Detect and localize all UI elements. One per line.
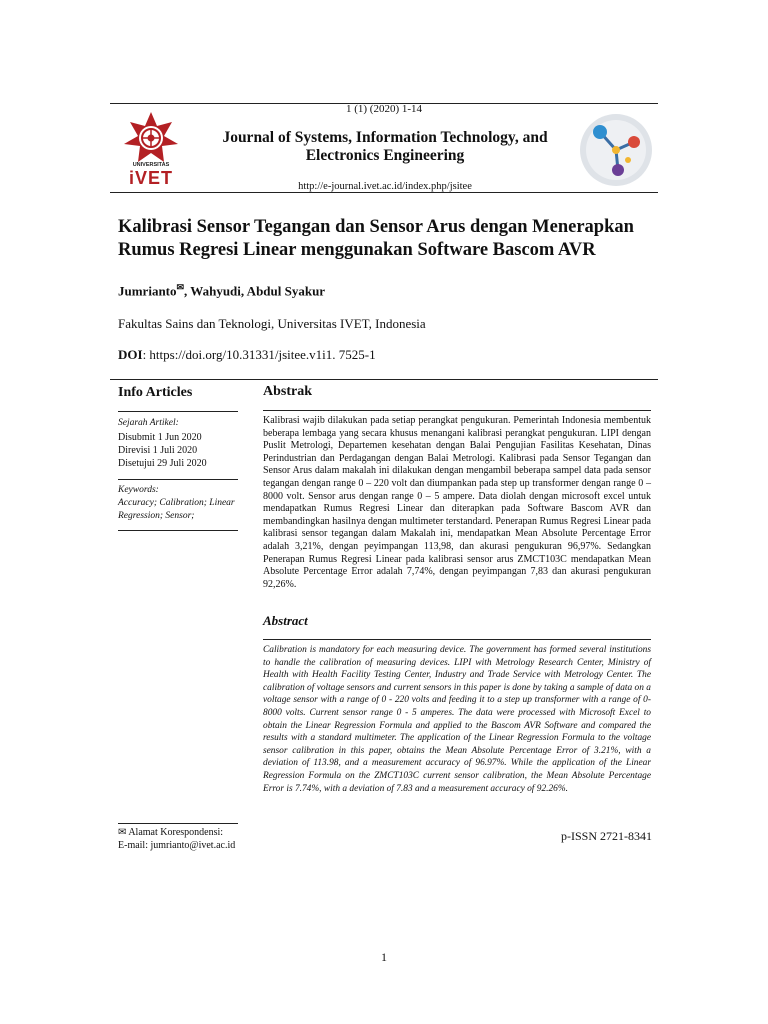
journal-title: Journal of Systems, Information Technology, and Electronics Engineering — [222, 129, 548, 164]
info-rule-3 — [118, 530, 238, 531]
section-rule — [110, 379, 658, 380]
paper-title: Kalibrasi Sensor Tegangan dan Sensor Arus dengan Menerapkan Rumus Regresi Linear menggunakan Software Bascom AVR — [118, 217, 634, 260]
keywords-list: Accuracy; Calibration; Linear Regression; Sensor; — [118, 498, 235, 521]
abstract-text: Calibration is mandatory for each measuring device. The government has formed several institutions to handle the calibration of measuring devices. LIPI with Metrology Research Center, Ministry of Health with Health Facility Testing Center, Industry and Trade Service with Metrology Center. The calibration of voltage sensors and current sensors in this paper is done by taking a sample of data on a voltage sensor with a range of 0 - 220 volts and feeding it to a step up transformer with a range of 0-8000 volts. Current sensor range 0 - 5 amperes. The data were processed with Microsoft Excel to obtain the Linear Regression Formula and applied to the Bascom AVR Software and compared the results with a standard multimeter. The application of the Linear Regression Formula to the voltage sensor calibration in this paper, obtains the Mean Absolute Percentage Error of 3.21%, with a deviation of 113.98, and a measurement accuracy of 96.97%. While the application of the Linear Regression Formula on the ZMCT103C current sensor calibration, the Mean Absolute Percentage Error is 7.74%, with a deviation of 7.83 and a measurement accuracy of 92.26%. — [263, 645, 651, 794]
page-number: 1 — [381, 950, 387, 964]
university-logo — [118, 110, 184, 190]
correspondence-icon: ✉ — [118, 827, 127, 838]
footnote-rule — [118, 823, 238, 824]
correspondence-email[interactable]: E-mail: jumrianto@ivet.ac.id — [118, 840, 236, 851]
logo-ivet-text: iVET — [128, 168, 173, 188]
author-rest: , Wahyudi, Abdul Syakur — [184, 283, 326, 299]
doi-label: DOI — [118, 347, 143, 362]
revised-date: Direvisi 1 Juli 2020 — [118, 445, 198, 456]
info-rule-1 — [118, 411, 238, 412]
submitted-date: Disubmit 1 Jun 2020 — [118, 432, 202, 443]
correspondence-block — [118, 826, 235, 852]
correspondence-mark: ✉ — [176, 282, 185, 292]
issn: p-ISSN 2721-8341 — [560, 829, 652, 843]
abstract-rule — [263, 639, 651, 640]
info-rule-2 — [118, 479, 238, 480]
jsitee-emblem-icon — [578, 112, 654, 188]
abstrak-heading: Abstrak — [263, 384, 313, 399]
approved-date: Disetujui 29 Juli 2020 — [118, 458, 207, 469]
affiliation: Fakultas Sains dan Teknologi, Universitas IVET, Indonesia — [118, 316, 426, 331]
author-first: Jumrianto — [118, 283, 177, 299]
logo-university-text: UNIVERSITAS — [132, 162, 170, 168]
authors — [118, 282, 325, 299]
journal-url[interactable]: http://e-journal.ivet.ac.id/index.php/jsitee — [298, 181, 472, 192]
doi-value[interactable]: : https://doi.org/10.31331/jsitee.v1i1. 7525-1 — [142, 347, 376, 362]
abstrak-rule — [263, 410, 651, 411]
correspondence-line — [118, 826, 235, 839]
abstrak-text: Kalibrasi wajib dilakukan pada setiap perangkat pengukuran. Pemerintah Indonesia membentuk beberapa lembaga yang secara khusus menangani kalibrasi perangkat pengukuran. LIPI dengan Puslit Metrologi, Departemen kesehatan dengan Balai Pengujian Fasilitas Kesehatan, Dinas Perindustrian dan Perdagangan dengan Balai Metrologi. Kalibrasi pada Sensor Tegangan dan Sensor Arus dalam makalah ini dilakukan dengan mengambil beberapa sampel data pada sensor tegangan dengan range 0 – 220 volt dan diumpankan pada step up transformer dengan range 0 – 8000 volt. Sensor arus dengan range 0 – 5 ampere. Data diolah dengan microsoft excel untuk mendapatkan Rumus Regresi Linear dan diterapkan pada Software Bascom AVR dan membandingkan hasilnya dengan multimeter terstandard. Penerapan Rumus Regresi Linear pada kalibrasi sensor tegangan dalam Makalah ini, mendapatkan Mean Absolute Percentage Error adalah 3,21%, dengan peyimpangan 113,98, dan akurasi pengukuran 96,97%. Sedangkan Penerapan Rumus Regresi Linear pada kalibrasi sensor arus ZMCT103C mendapatkan Mean Absolute Percentage Error adalah 7,74%, dengan peyimpangan 7,83 dan akurasi pengukuran 92,26%. — [263, 415, 651, 590]
info-articles-heading: Info Articles — [118, 385, 193, 400]
journal-logo — [578, 112, 654, 188]
volume-info: 1 (1) (2020) 1-14 — [345, 103, 423, 115]
abstract-heading: Abstract — [263, 613, 308, 628]
history-label: Sejarah Artikel: — [118, 418, 179, 428]
keywords-label: Keywords: — [118, 485, 159, 495]
doi-line — [118, 347, 376, 363]
correspondence-label: Alamat Korespondensi: — [126, 827, 224, 838]
header-bottom-rule — [110, 192, 658, 193]
